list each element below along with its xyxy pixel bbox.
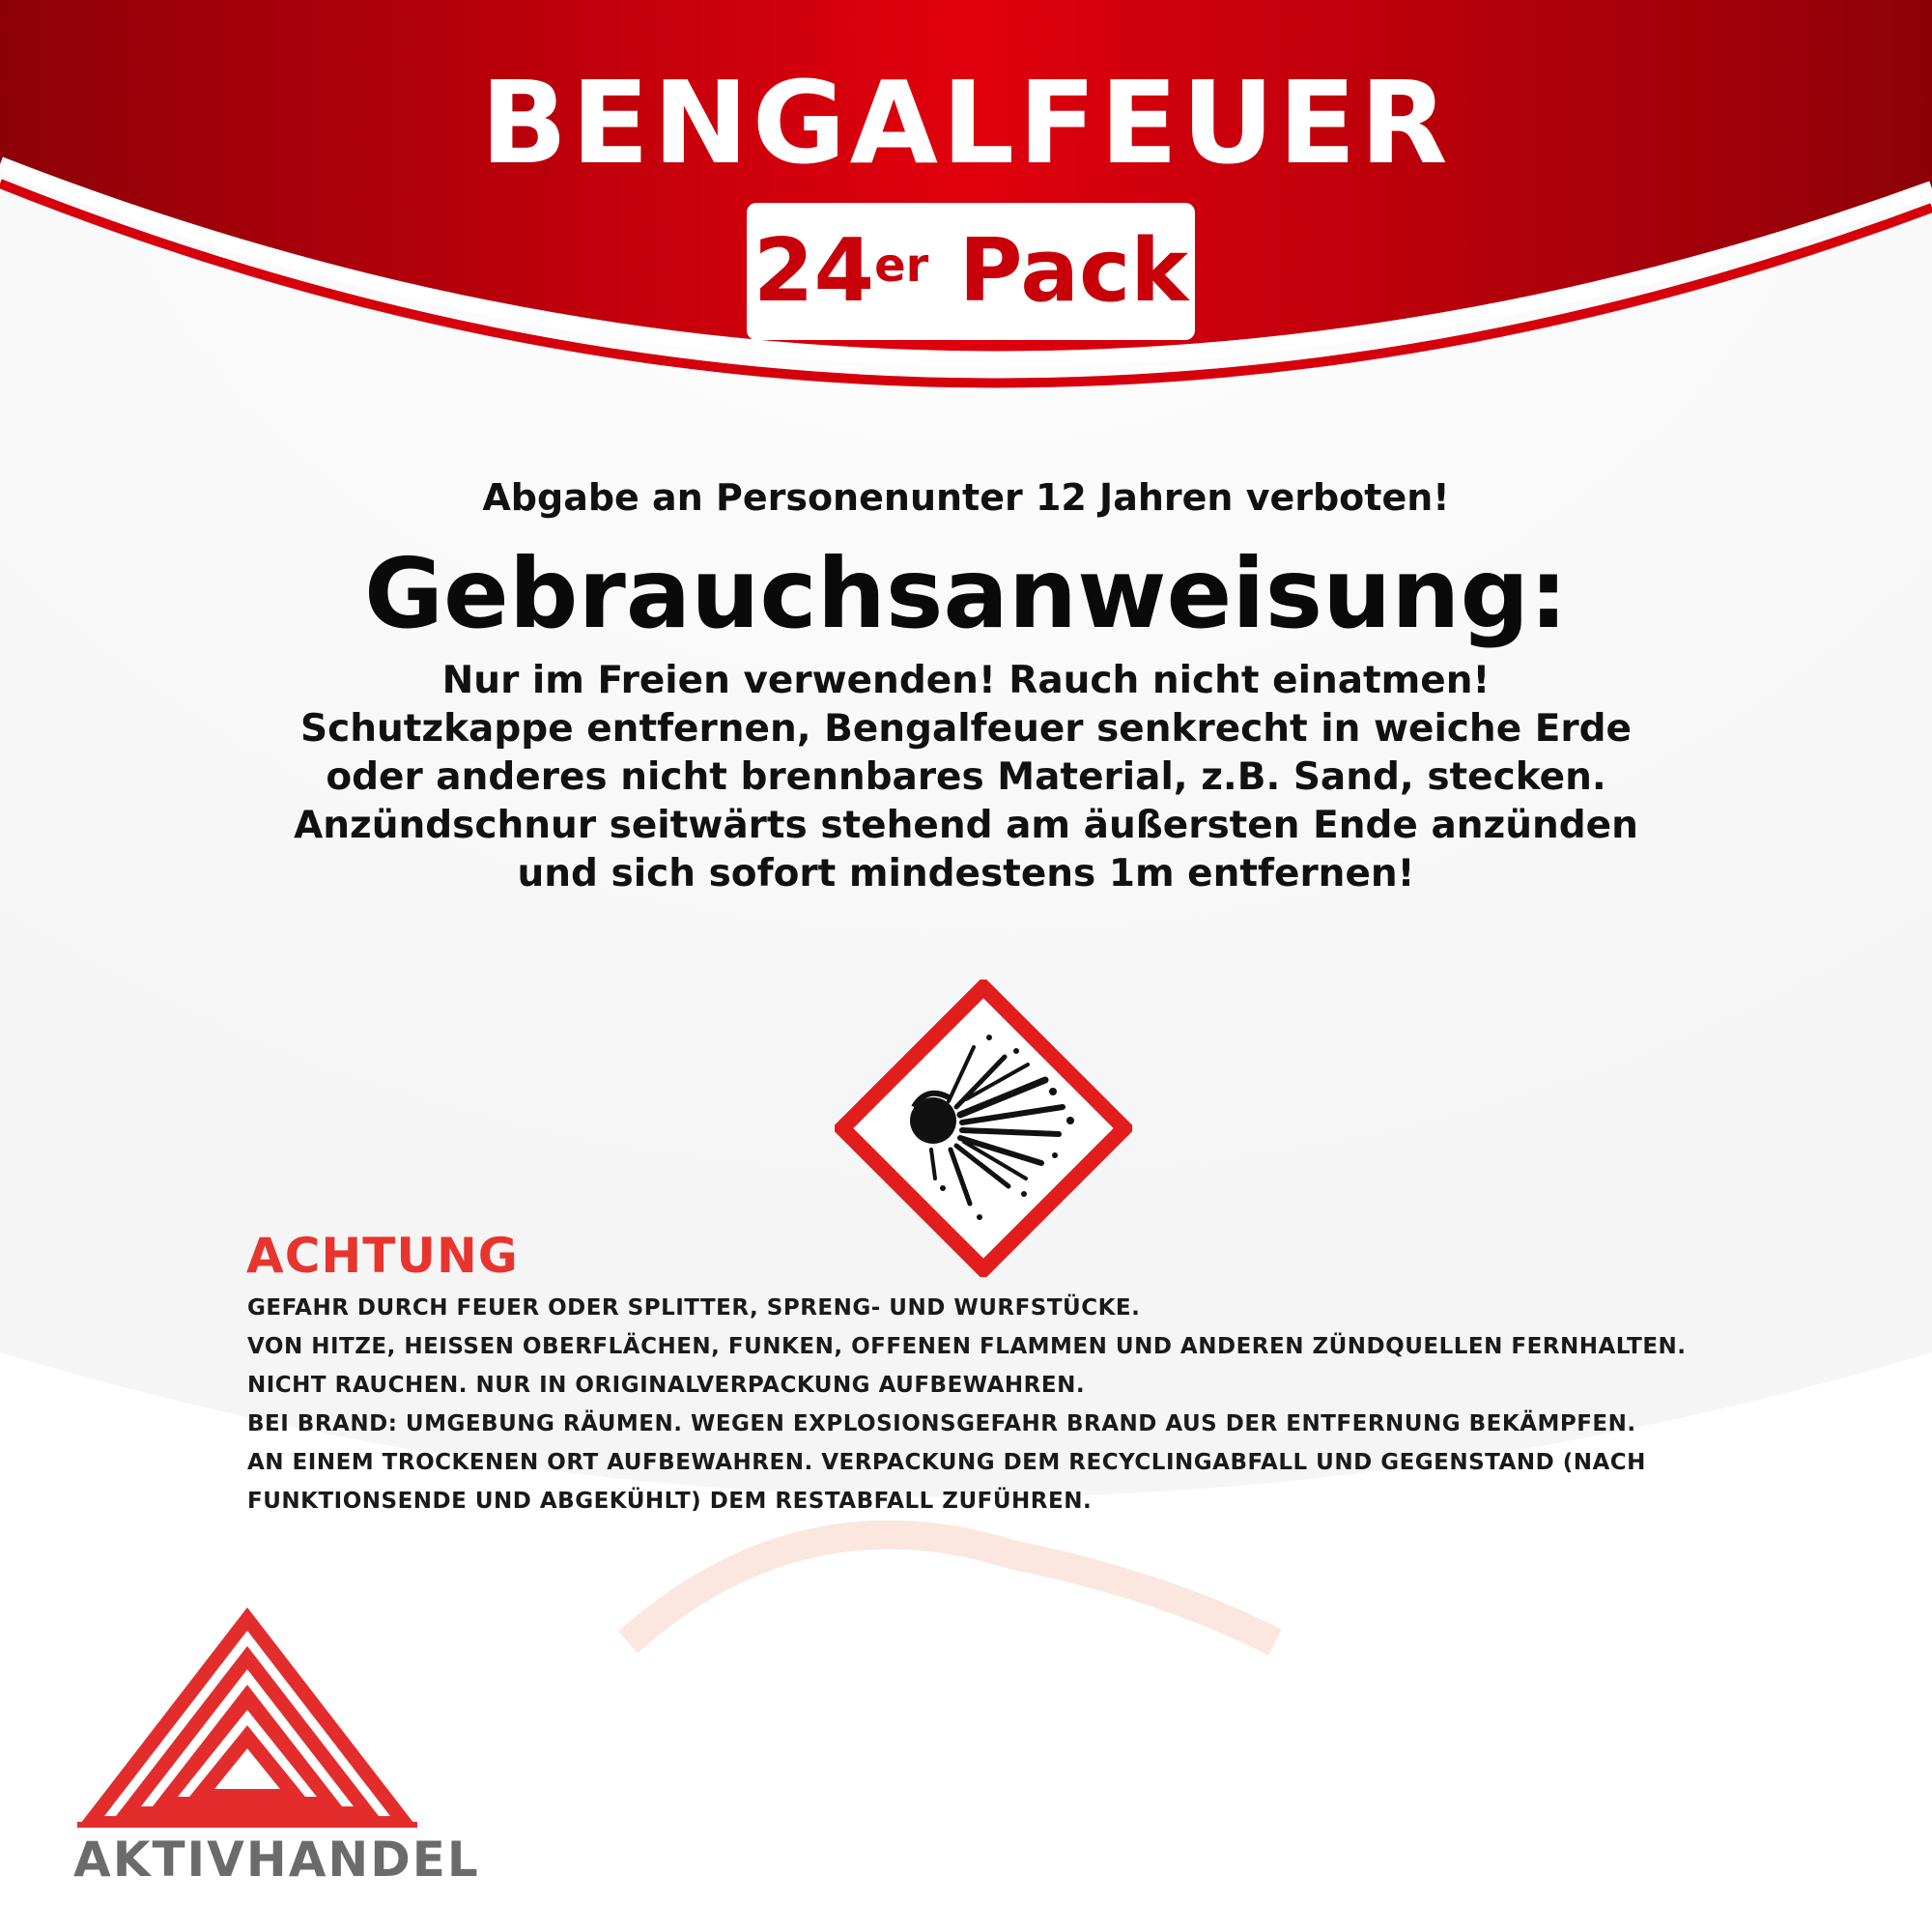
instruction-line: oder anderes nicht brennbares Material, z.B. Sand, stecken. — [326, 755, 1606, 799]
warning-text — [247, 1289, 1754, 1520]
instruction-line: Schutzkappe entfernen, Bengalfeuer senkrecht in weiche Erde — [300, 707, 1632, 751]
product-title: BENGALFEUER — [480, 56, 1452, 189]
pack-suffix: er — [874, 239, 929, 293]
warning-label: ACHTUNG — [246, 1228, 519, 1284]
pack-number: 24 — [753, 220, 875, 322]
pack-size-badge — [747, 203, 1195, 340]
age-restriction-notice: Abgabe an Personenunter 12 Jahren verboten! — [482, 476, 1450, 519]
warning-line: BEI BRAND: UMGEBUNG RÄUMEN. WEGEN EXPLOSIONSGEFAHR BRAND AUS DER ENTFERNUNG BEKÄMPFEN. — [247, 1411, 1636, 1436]
instructions-text — [242, 657, 1690, 898]
warning-line: AN EINEM TROCKENEN ORT AUFBEWAHREN. VERPACKUNG DEM RECYCLINGABFALL UND GEGENSTAND (NACH — [247, 1450, 1646, 1475]
warning-line: VON HITZE, HEISSEN OBERFLÄCHEN, FUNKEN, OFFENEN FLAMMEN UND ANDEREN ZÜNDQUELLEN FERNHALTEN. — [247, 1334, 1687, 1359]
instructions-heading: Gebrauchsanweisung: — [363, 537, 1569, 650]
warning-line: GEFAHR DURCH FEUER ODER SPLITTER, SPRENG- UND WURFSTÜCKE. — [247, 1295, 1141, 1321]
warning-line: NICHT RAUCHEN. NUR IN ORIGINALVERPACKUNG AUFBEWAHREN. — [247, 1373, 1086, 1398]
warning-line: FUNKTIONSENDE UND ABGEKÜHLT) DEM RESTABFALL ZUFÜHREN. — [247, 1489, 1093, 1514]
pack-word: Pack — [958, 220, 1189, 322]
instruction-line: Nur im Freien verwenden! Rauch nicht einatmen! — [441, 659, 1491, 702]
instruction-line: Anzündschnur seitwärts stehend am äußersten Ende anzünden — [294, 804, 1638, 847]
instruction-line: und sich sofort mindestens 1m entfernen! — [517, 852, 1415, 895]
exploding-bomb-icon — [835, 980, 1132, 1277]
brand-name: AKTIVHANDEL — [73, 1832, 480, 1888]
